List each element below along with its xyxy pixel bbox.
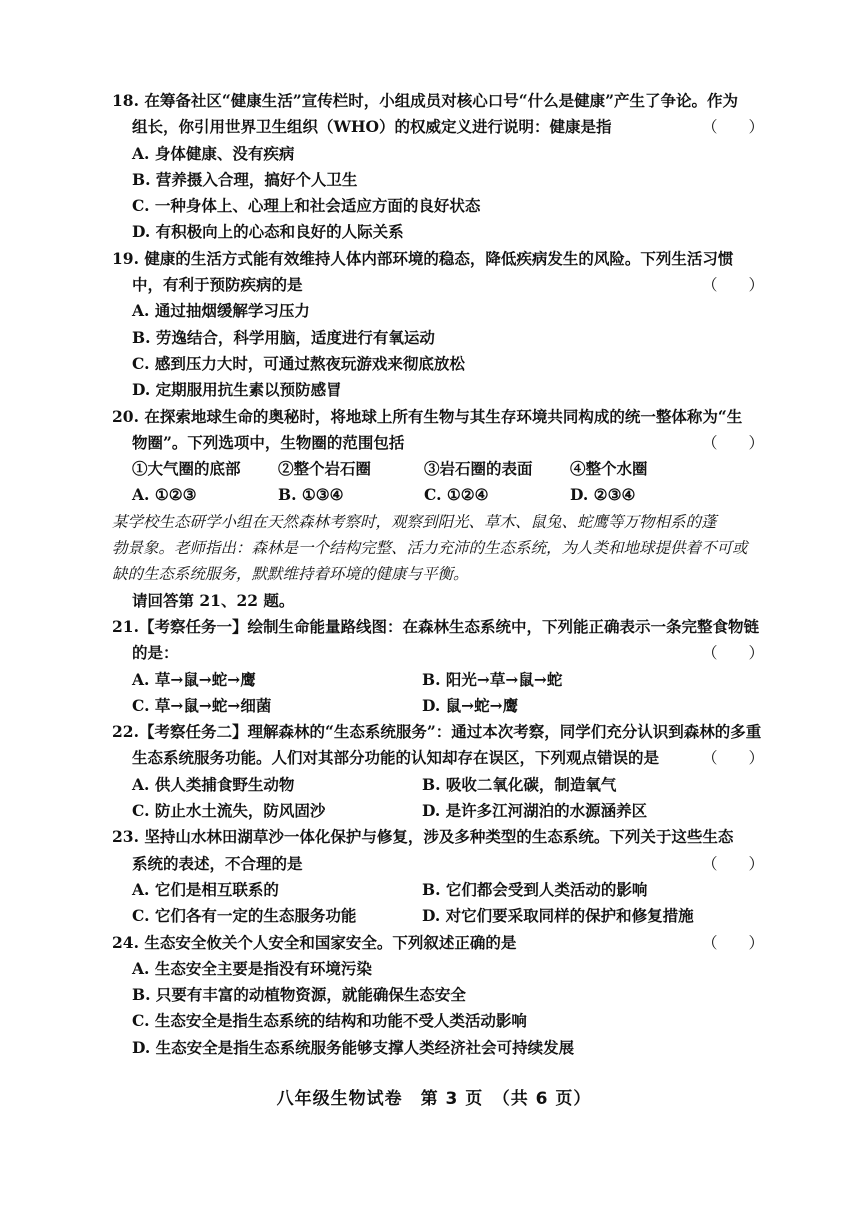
q22-option-b: B. 吸收二氧化碳，制造氧气 xyxy=(422,774,617,794)
q19-stem-line2 xyxy=(112,272,772,298)
q23-option-a: A. 它们是相互联系的 xyxy=(132,879,279,899)
q22-option-d: D. 是许多江河湖泊的水源涵养区 xyxy=(422,801,648,821)
q20-stem-line2 xyxy=(112,430,772,456)
q22-options-row2 xyxy=(112,798,772,824)
passage-line1: 某学校生态研学小组在天然森林考察时，观察到阳光、草木、鼠兔、蛇鹰等万物相系的蓬 xyxy=(112,512,717,531)
q21-option-a: A. 草→鼠→蛇→鹰 xyxy=(132,669,256,689)
q19-option-c: C. 感到压力大时，可通过熬夜玩游戏来彻底放松 xyxy=(132,353,465,373)
q20-stem-line1: 20. 在探索地球生命的奥秘时，将地球上所有生物与其生存环境共同构成的统一整体称为“生 xyxy=(112,406,743,426)
q19-option-d: D. 定期服用抗生素以预防感冒 xyxy=(132,380,342,400)
q23-option-c: C. 它们各有一定的生态服务功能 xyxy=(132,906,357,926)
q19-option-b: B. 劳逸结合，科学用脑，适度进行有氧运动 xyxy=(132,327,435,347)
q19-stem-line1: 19. 健康的生活方式能有效维持人体内部环境的稳态，降低疾病发生的风险。下列生活习惯 xyxy=(112,248,734,268)
q22-option-c: C. 防止水土流失，防风固沙 xyxy=(132,801,326,821)
q18-stem-line1: 18. 在筹备社区“健康生活”宣传栏时，小组成员对核心口号“什么是健康”产生了争论。作为 xyxy=(112,91,739,110)
q23-options-row2 xyxy=(112,903,772,929)
q18-answer-blank: （ ） xyxy=(701,118,764,137)
q19-option-a: A. 通过抽烟缓解学习压力 xyxy=(132,301,310,321)
q20-answer-blank: （ ） xyxy=(701,433,764,452)
q23-stem-text: 系统的表述，不合理的是 xyxy=(132,853,303,873)
q18-stem-line2 xyxy=(112,114,772,140)
q24-answer-blank: （ ） xyxy=(701,933,764,952)
q21-option-b: B. 阳光→草→鼠→蛇 xyxy=(422,669,563,689)
q22-stem-line2 xyxy=(112,745,772,771)
passage-line3: 缺的生态系统服务，默默维持着环境的健康与平衡。 xyxy=(112,565,469,584)
q23-options-row1 xyxy=(112,877,772,903)
q20-item-2: ②整个岩石圈 xyxy=(278,459,372,479)
q24-stem-text: 24. 生态安全攸关个人安全和国家安全。下列叙述正确的是 xyxy=(112,932,517,952)
passage-instruction: 请回答第 21、22 题。 xyxy=(132,590,295,610)
q21-stem-line1: 21.【考察任务一】绘制生命能量路线图：在森林生态系统中，下列能正确表示一条完整食物链 xyxy=(112,616,759,636)
q23-option-d: D. 对它们要采取同样的保护和修复措施 xyxy=(422,906,694,926)
q19-answer-blank: （ ） xyxy=(701,276,764,295)
q21-option-c: C. 草→鼠→蛇→细菌 xyxy=(132,695,272,715)
q21-stem-line2 xyxy=(112,640,772,666)
q20-options-row xyxy=(112,482,772,508)
q24-option-b: B. 只要有丰富的动植物资源，就能确保生态安全 xyxy=(132,985,466,1005)
q23-option-b: B. 它们都会受到人类活动的影响 xyxy=(422,879,648,899)
passage-line2: 勃景象。老师指出：森林是一个结构完整、活力充沛的生态系统，为人类和地球提供着不可或 xyxy=(112,539,748,558)
q20-option-d: D. ②③④ xyxy=(570,485,636,505)
q18-option-d: D. 有积极向上的心态和良好的人际关系 xyxy=(132,222,404,242)
q23-answer-blank: （ ） xyxy=(701,854,764,873)
q18-option-b: B. 营养摄入合理，搞好个人卫生 xyxy=(132,169,358,189)
q20-option-a: A. ①②③ xyxy=(132,485,197,505)
q18-option-c: C. 一种身体上、心理上和社会适应方面的良好状态 xyxy=(132,196,481,216)
q21-options-row2 xyxy=(112,693,772,719)
q20-item-4: ④整个水圈 xyxy=(570,459,648,479)
q24-option-c: C. 生态安全是指生态系统的结构和功能不受人类活动影响 xyxy=(132,1011,527,1031)
q24-option-d: D. 生态安全是指生态系统服务能够支撑人类经济社会可持续发展 xyxy=(132,1037,575,1057)
exam-content xyxy=(112,88,772,1061)
q22-stem-text: 生态系统服务功能。人们对其部分功能的认知却存在误区，下列观点错误的是 xyxy=(132,748,660,768)
q21-option-d: D. 鼠→蛇→鹰 xyxy=(422,695,519,715)
q20-option-b: B. ①③④ xyxy=(278,485,344,505)
q23-stem-line1: 23. 坚持山水林田湖草沙一体化保护与修复，涉及多种类型的生态系统。下列关于这些生态 xyxy=(112,827,734,847)
q22-option-a: A. 供人类捕食野生动物 xyxy=(132,774,295,794)
q22-stem-line1: 22.【考察任务二】理解森林的“生态系统服务”：通过本次考察，同学们充分认识到森林的多重 xyxy=(112,722,762,742)
q23-stem-line2 xyxy=(112,851,772,877)
q21-stem-text: 的是： xyxy=(132,643,179,663)
q20-stem-text: 物圈”。下列选项中，生物圈的范围包括 xyxy=(132,432,405,452)
q19-stem-text: 中，有利于预防疾病的是 xyxy=(132,275,303,295)
q20-item-1: ①大气圈的底部 xyxy=(132,459,241,479)
q18-option-a: A. 身体健康、没有疾病 xyxy=(132,143,295,163)
q20-numbered-items xyxy=(112,456,772,482)
q21-options-row1 xyxy=(112,667,772,693)
q20-option-c: C. ①②④ xyxy=(424,485,489,505)
q24-stem-line1 xyxy=(112,930,772,956)
q22-answer-blank: （ ） xyxy=(701,749,764,768)
q18-stem-text: 组长，你引用世界卫生组织（WHO）的权威定义进行说明：健康是指 xyxy=(132,117,612,137)
q20-item-3: ③岩石圈的表面 xyxy=(424,459,533,479)
page-footer: 八年级生物试卷 第 3 页 （共 6 页） xyxy=(276,1089,592,1109)
q22-options-row1 xyxy=(112,772,772,798)
q21-answer-blank: （ ） xyxy=(701,644,764,663)
q24-option-a: A. 生态安全主要是指没有环境污染 xyxy=(132,958,372,978)
